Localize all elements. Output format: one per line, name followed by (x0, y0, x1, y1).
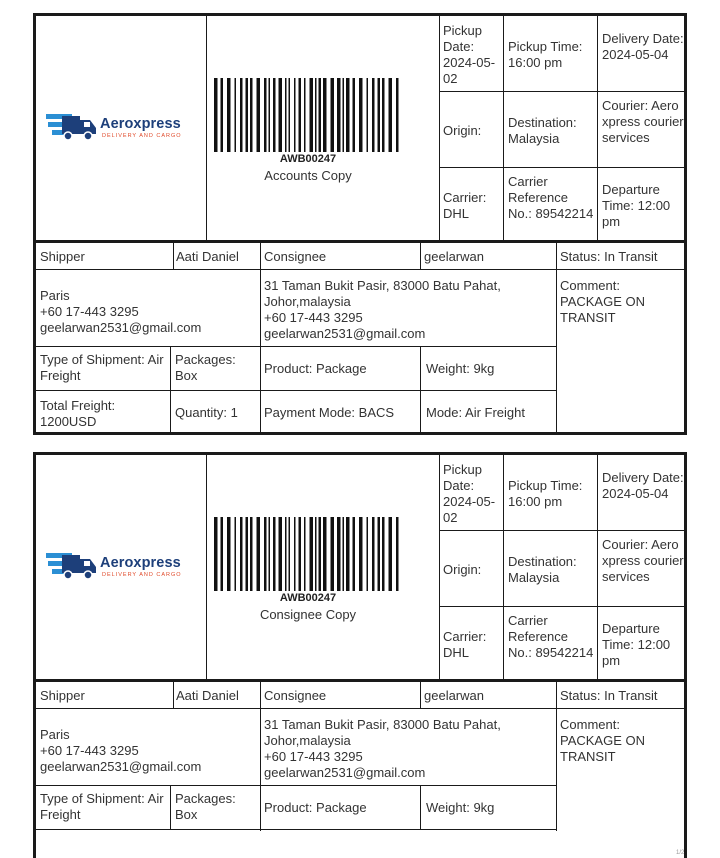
shipper-name: Aati Daniel (176, 688, 239, 703)
barcode-bar (214, 517, 218, 591)
barcode-bar (378, 78, 381, 152)
consignee-name: geelarwan (424, 688, 484, 703)
carrier-reference: Carrier Reference No.: 89542214 (508, 174, 594, 221)
barcode-bar (343, 517, 345, 591)
barcode-bar (310, 517, 314, 591)
product: Product: Package (264, 800, 367, 815)
consignee-phone: +60 17-443 3295 (264, 749, 363, 764)
comment-label: Comment: (560, 717, 620, 732)
shipper-details (40, 288, 258, 336)
weight: Weight: 9kg (426, 361, 495, 376)
barcode-bar (315, 517, 317, 591)
barcode-bar (323, 78, 327, 152)
brand-tagline: DELIVERY AND CARGO (102, 133, 182, 139)
shipper-city: Paris (40, 727, 70, 742)
barcode-bar (250, 78, 253, 152)
barcode-bar (343, 78, 345, 152)
barcode-bar (269, 517, 271, 591)
barcode-bar (346, 78, 350, 152)
barcode-bar (273, 78, 276, 152)
brand-name: Aeroxpress (100, 555, 181, 571)
shipper-name: Aati Daniel (176, 249, 239, 264)
shipper-label: Shipper (40, 249, 85, 264)
quantity: Quantity: 1 (175, 405, 238, 420)
barcode-bar (250, 517, 253, 591)
barcode-bar (240, 78, 243, 152)
consignee-label: Consignee (264, 688, 327, 703)
barcode-bar (337, 78, 341, 152)
barcode-bar (372, 517, 375, 591)
status: Status: In Transit (560, 249, 658, 264)
shipper-phone: +60 17-443 3295 (40, 304, 139, 319)
comment-text: PACKAGE ON TRANSIT (560, 733, 646, 764)
page-number: 1/2 (676, 850, 685, 856)
pickup-time: Pickup Time: 16:00 pm (508, 478, 583, 509)
consignee-address-line1: 31 Taman Bukit Pasir, 83000 Batu Pahat, (264, 717, 501, 732)
barcode-bar (279, 78, 283, 152)
barcode-bar (396, 78, 399, 152)
copy-label: Consignee Copy (259, 607, 357, 622)
barcode (210, 76, 404, 156)
packages: Packages: Box (175, 352, 236, 383)
carrier: Carrier: DHL (443, 629, 487, 660)
barcode-bar (378, 517, 381, 591)
consignee-name: geelarwan (424, 249, 484, 264)
destination: Destination: Malaysia (508, 115, 577, 146)
shipper-city: Paris (40, 288, 70, 303)
barcode-bar (315, 78, 317, 152)
comment-label: Comment: (560, 278, 620, 293)
consignee-details (264, 717, 554, 781)
pickup-date: Pickup Date: 2024-05-02 (443, 462, 496, 525)
awb-number: AWB00247 (279, 592, 337, 604)
barcode-bar (235, 517, 237, 591)
barcode-bar (273, 517, 276, 591)
company-logo (44, 112, 194, 146)
barcode-bar (353, 517, 356, 591)
awb-number: AWB00247 (279, 153, 337, 165)
copy-label: Accounts Copy (264, 168, 352, 183)
carrier: Carrier: DHL (443, 190, 487, 221)
barcode-bar (214, 78, 218, 152)
delivery-date: Delivery Date: 2024-05-04 (602, 31, 684, 62)
destination: Destination: Malaysia (508, 554, 577, 585)
barcode-bar (382, 517, 385, 591)
barcode-bar (323, 517, 327, 591)
shipper-email: geelarwan2531@gmail.com (40, 320, 202, 335)
origin: Origin: (443, 123, 482, 138)
barcode-bar (289, 78, 291, 152)
barcode-bar (246, 78, 249, 152)
shipment-type: Type of Shipment: Air Freight (40, 791, 164, 822)
barcode-bar (279, 517, 283, 591)
product: Product: Package (264, 361, 367, 376)
comment-block (560, 278, 660, 326)
barcode-bar (227, 78, 231, 152)
barcode-bar (304, 517, 306, 591)
courier: Courier: Aero xpress courier services (602, 537, 684, 584)
shipper-phone: +60 17-443 3295 (40, 743, 139, 758)
total-freight: Total Freight: 1200USD (40, 398, 116, 429)
barcode-bar (246, 517, 249, 591)
delivery-date: Delivery Date: 2024-05-04 (602, 470, 684, 501)
payment-mode: Payment Mode: BACS (264, 405, 395, 420)
barcode-bar (372, 78, 375, 152)
shipping-mode: Mode: Air Freight (426, 405, 525, 420)
consignee-phone: +60 17-443 3295 (264, 310, 363, 325)
barcode-bar (359, 78, 363, 152)
delivery-truck-icon (44, 112, 98, 142)
departure-time: Departure Time: 12:00 pm (602, 182, 671, 229)
barcode-bar (310, 78, 314, 152)
barcode-bar (299, 78, 302, 152)
consignee-address-line2: Johor,malaysia (264, 733, 351, 748)
consignee-label: Consignee (264, 249, 327, 264)
pickup-date: Pickup Date: 2024-05-02 (443, 23, 496, 86)
consignee-address-line1: 31 Taman Bukit Pasir, 83000 Batu Pahat, (264, 278, 501, 293)
barcode-bar (319, 517, 322, 591)
shipper-details (40, 727, 258, 775)
carrier-reference: Carrier Reference No.: 89542214 (508, 613, 594, 660)
consignee-details (264, 278, 554, 342)
barcode-bar (285, 517, 287, 591)
consignee-address-line2: Johor,malaysia (264, 294, 351, 309)
barcode-bar (389, 517, 393, 591)
shipper-label: Shipper (40, 688, 85, 703)
barcode-bar (331, 78, 335, 152)
barcode-bar (227, 517, 231, 591)
barcode-bar (264, 517, 267, 591)
barcode-bar (240, 517, 243, 591)
barcode-bar (337, 517, 341, 591)
barcode-bar (382, 78, 385, 152)
barcode-bar (346, 517, 350, 591)
barcode-bar (331, 517, 335, 591)
brand-tagline: DELIVERY AND CARGO (102, 572, 182, 578)
weight: Weight: 9kg (426, 800, 495, 815)
comment-block (560, 717, 660, 765)
barcode-bar (389, 78, 393, 152)
brand-name: Aeroxpress (100, 116, 181, 132)
barcode-bar (294, 78, 296, 152)
barcode-bar (359, 517, 363, 591)
barcode-bar (264, 78, 267, 152)
barcode-bar (299, 517, 302, 591)
courier: Courier: Aero xpress courier services (602, 98, 684, 145)
barcode-bar (269, 78, 271, 152)
shipment-type: Type of Shipment: Air Freight (40, 352, 164, 383)
status: Status: In Transit (560, 688, 658, 703)
origin: Origin: (443, 562, 482, 577)
barcode-bar (289, 517, 291, 591)
shipper-email: geelarwan2531@gmail.com (40, 759, 202, 774)
barcode-bar (367, 517, 369, 591)
barcode (210, 515, 404, 595)
barcode-bar (353, 78, 356, 152)
comment-text: PACKAGE ON TRANSIT (560, 294, 646, 325)
barcode-bar (257, 517, 261, 591)
pickup-time: Pickup Time: 16:00 pm (508, 39, 583, 70)
consignee-email: geelarwan2531@gmail.com (264, 326, 426, 341)
barcode-bar (235, 78, 237, 152)
barcode-bar (257, 78, 261, 152)
barcode-bar (304, 78, 306, 152)
packages: Packages: Box (175, 791, 236, 822)
consignee-email: geelarwan2531@gmail.com (264, 765, 426, 780)
delivery-truck-icon (44, 551, 98, 581)
barcode-bar (294, 517, 296, 591)
page-edge-divider (684, 790, 686, 858)
barcode-bar (221, 78, 224, 152)
barcode-bar (319, 78, 322, 152)
barcode-bar (285, 78, 287, 152)
barcode-bar (396, 517, 399, 591)
departure-time: Departure Time: 12:00 pm (602, 621, 671, 668)
barcode-bar (367, 78, 369, 152)
waybill-accounts-copy (33, 13, 687, 435)
company-logo (44, 551, 194, 585)
waybill-consignee-copy (33, 452, 687, 858)
barcode-bar (221, 517, 224, 591)
